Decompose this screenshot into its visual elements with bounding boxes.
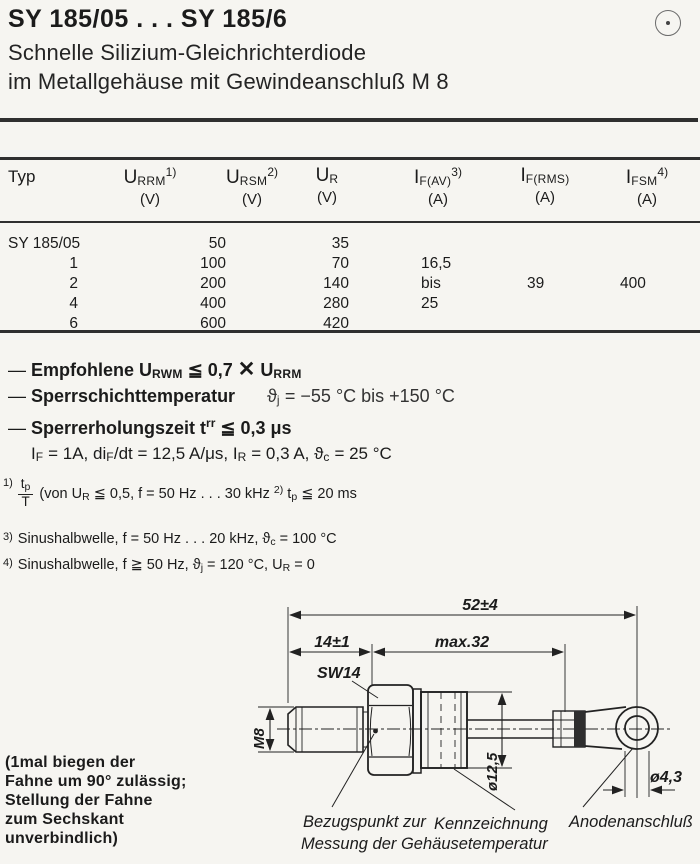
page-title: SY 185/05 . . . SY 185/6 xyxy=(8,5,288,33)
fraction-numerator-sub: p xyxy=(24,481,31,493)
footnote-ref-2-inline: 2) xyxy=(273,483,284,496)
cell-ur: 140 xyxy=(323,275,349,292)
col-header-ifrms xyxy=(520,165,569,206)
cell-ur: 280 xyxy=(323,295,349,312)
note1-sub-rrm: RRM xyxy=(273,367,302,381)
note-junction-temperature xyxy=(8,386,455,407)
flag-note-line: zum Sechskant xyxy=(5,811,125,828)
col-header-ifav xyxy=(414,165,462,208)
note-recommended-urwm xyxy=(8,357,302,382)
footnote4-text2: = 120 °C, U xyxy=(203,557,283,573)
footnote1-text2: ≦ 0,5, f = 50 Hz . . . 30 kHz xyxy=(89,485,274,502)
note-recovery-conditions xyxy=(31,444,392,464)
col-header-ur-base: U xyxy=(315,165,330,186)
dim-label-body-diameter: ø12,5 xyxy=(484,752,501,791)
footnote1-marker: 1) xyxy=(3,477,13,489)
wrench-size-label: SW14 xyxy=(317,665,361,682)
note4-sub-r: R xyxy=(237,450,247,464)
theta-symbol: ϑ xyxy=(262,531,271,547)
cell-typ: 1 xyxy=(69,255,78,272)
theta-symbol: ϑ xyxy=(192,557,201,573)
col-header-urrm-sub: RRM xyxy=(137,174,166,188)
note2-label: Sperrschichttemperatur xyxy=(31,386,236,406)
note4-text3: /dt = 12,5 A/μs, I xyxy=(113,444,238,463)
footnote4-sub-r: R xyxy=(282,562,291,574)
footnote4-marker: 4) xyxy=(3,557,13,569)
flag-note-line: (1mal biegen der xyxy=(5,754,136,771)
note2-value: = −55 °C bis +150 °C xyxy=(279,386,455,406)
footnote-3 xyxy=(3,531,337,548)
note-dash: — xyxy=(8,360,26,380)
leader-anode xyxy=(583,748,633,807)
cell-typ: 6 xyxy=(69,315,78,332)
table-top-rule xyxy=(0,157,700,160)
dim-label-body-length: max.32 xyxy=(434,634,490,651)
footnote1-text4: ≦ 20 ms xyxy=(297,485,357,502)
reference-point-dot xyxy=(373,729,378,734)
cell-typ: 2 xyxy=(69,275,78,292)
footnote3-marker: 3) xyxy=(3,531,13,543)
subtitle-line-1: Schnelle Silizium-Gleichrichterdiode xyxy=(8,40,367,65)
note4-if: I xyxy=(31,444,36,463)
footnote4-text: Sinushalbwelle, f ≧ 50 Hz, xyxy=(17,557,193,573)
thread-size-label: M8 xyxy=(251,728,268,749)
flag-note-line: Fahne um 90° zulässig; xyxy=(5,773,187,790)
footnote-ref-4: 4) xyxy=(657,165,669,179)
cell-ifrms: 39 xyxy=(527,275,545,292)
col-header-ur xyxy=(316,165,339,206)
footnote3-text: Sinushalbwelle, f = 50 Hz . . . 20 kHz, xyxy=(17,531,263,547)
threaded-stud xyxy=(288,707,368,752)
cell-urrm: 50 xyxy=(208,235,226,252)
caption-anode-terminal: Anodenanschluß xyxy=(569,813,693,831)
footnote-1 xyxy=(3,477,357,509)
col-header-ifrms-base: I xyxy=(520,165,526,186)
footnote1-text: (von U xyxy=(39,485,83,502)
footnote-ref-1: 1) xyxy=(165,165,177,179)
note3-sup-rr: rr xyxy=(206,416,216,430)
table-header-rule xyxy=(0,221,700,223)
note-recovery-time xyxy=(8,416,292,439)
col-header-ifav-sub: F(AV) xyxy=(419,174,452,188)
dim-label-total-length: 52±4 xyxy=(462,597,498,614)
footnote3-sub-c: c xyxy=(270,536,276,548)
cell-typ: 4 xyxy=(69,295,78,312)
cell-urrm: 200 xyxy=(200,275,226,292)
footnote-ref-2: 2) xyxy=(267,165,278,179)
col-header-ifav-unit: (A) xyxy=(428,191,448,208)
cell-typ: SY 185/05 xyxy=(8,235,81,252)
col-header-ursm-base: U xyxy=(226,167,240,188)
multiply-icon: ✕ xyxy=(237,358,256,381)
note4-sub-f: F xyxy=(35,450,44,464)
note1-sub-rwm: RWM xyxy=(152,367,183,381)
theta-symbol: ϑ xyxy=(314,444,324,463)
note4-sub-c: c xyxy=(323,450,330,464)
cell-ur: 35 xyxy=(331,235,349,252)
cell-ifav: bis xyxy=(421,275,441,292)
footnote3-text2: = 100 °C xyxy=(275,531,337,547)
col-header-ur-sub: R xyxy=(329,172,339,186)
caption-reference-point-line1: Bezugspunkt zur xyxy=(303,813,426,831)
cell-ifav: 25 xyxy=(421,295,439,312)
subtitle-line-2: im Metallgehäuse mit Gewindeanschluß M 8 xyxy=(8,69,449,94)
divider-top xyxy=(0,118,698,122)
case-body xyxy=(421,692,467,768)
flag-note-line: Stellung der Fahne xyxy=(5,792,153,809)
fraction-denominator: T xyxy=(21,494,30,510)
note3-value: ≦ 0,3 μs xyxy=(215,418,292,438)
col-header-ifsm-base: I xyxy=(625,167,632,188)
cell-ur: 70 xyxy=(331,255,349,272)
footnote-4 xyxy=(3,557,315,574)
col-header-typ: Typ xyxy=(8,167,36,186)
cell-urrm: 100 xyxy=(200,255,226,272)
leader-sw14 xyxy=(352,681,378,698)
note4-sub-f2: F xyxy=(106,450,114,464)
footnote4-sub-j: j xyxy=(200,562,204,574)
cell-urrm: 600 xyxy=(200,315,226,332)
col-header-ifsm-sub: FSM xyxy=(631,174,658,188)
col-header-urrm-base: U xyxy=(123,167,138,188)
col-header-ursm-sub: RSM xyxy=(239,174,268,188)
note4-text4: = 0,3 A, xyxy=(246,444,315,463)
caption-marking: Kennzeichnung xyxy=(434,815,548,833)
col-header-ifsm xyxy=(626,165,668,208)
note2-sub-j: j xyxy=(276,393,280,407)
cell-ifav: 16,5 xyxy=(421,255,452,272)
note3-text: Sperrerholungszeit t xyxy=(31,418,207,438)
col-header-urrm xyxy=(124,165,177,208)
circled-dot-icon xyxy=(655,10,681,36)
note1-text: Empfohlene U xyxy=(31,360,153,380)
table-bottom-rule xyxy=(0,330,700,333)
col-header-urrm-unit: (V) xyxy=(139,191,160,208)
note1-text2: U xyxy=(255,360,274,380)
dim-label-hole-diameter: ø4,3 xyxy=(650,769,683,786)
col-header-ursm xyxy=(226,165,278,208)
col-header-ur-unit: (V) xyxy=(316,189,337,206)
cell-urrm: 400 xyxy=(200,295,226,312)
col-header-ifrms-unit: (A) xyxy=(534,189,555,206)
footnote4-text3: = 0 xyxy=(290,557,315,573)
flag-note-line: unverbindlich) xyxy=(5,830,119,847)
dim-label-stud-length: 14±1 xyxy=(314,634,350,651)
cell-ur: 420 xyxy=(323,315,349,332)
col-header-ifrms-sub: F(RMS) xyxy=(525,172,570,186)
footnote1-sub-r: R xyxy=(82,490,90,503)
note4-text2: = 1A, di xyxy=(43,444,107,463)
col-header-ifav-base: I xyxy=(414,167,420,188)
footnote1-text3: t xyxy=(283,485,292,502)
package-outline-drawing xyxy=(0,585,700,864)
flange xyxy=(413,689,421,773)
col-header-ursm-unit: (V) xyxy=(241,191,262,208)
flag-terminal xyxy=(585,707,658,749)
fraction-numerator: t xyxy=(20,476,25,491)
note4-text5: = 25 °C xyxy=(329,444,392,463)
cell-ifsm: 400 xyxy=(620,275,646,292)
footnote-ref-3: 3) xyxy=(451,165,462,179)
fraction-tp-over-t xyxy=(18,477,34,509)
theta-symbol: ϑ xyxy=(267,386,277,406)
note-dash: — xyxy=(8,386,26,406)
note1-relation: ≦ 0,7 xyxy=(182,360,238,380)
col-header-ifsm-unit: (A) xyxy=(637,191,657,208)
footnote1-sub-p: p xyxy=(291,490,298,503)
note-dash: — xyxy=(8,418,26,438)
caption-reference-point-line2: Messung der Gehäusetemperatur xyxy=(301,835,548,853)
